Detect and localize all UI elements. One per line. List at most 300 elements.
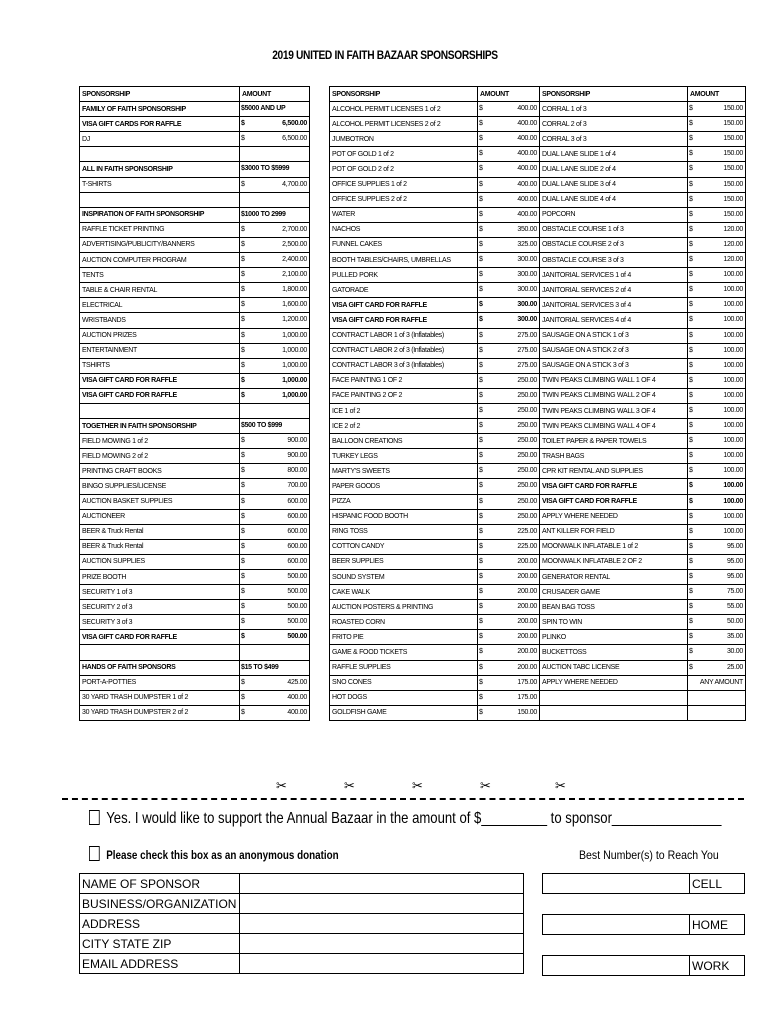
amount-value: 250.00 [517, 376, 537, 384]
table-row [540, 524, 746, 539]
amount-value: 6,500.00 [282, 120, 307, 128]
dollar-sign: $ [689, 663, 693, 671]
table-row [330, 539, 540, 554]
sponsorship-amount [478, 132, 540, 147]
sponsorship-name: VISA GIFT CARD FOR RAFFLE [80, 630, 240, 645]
table-row [80, 615, 310, 630]
table-row [330, 283, 540, 298]
amount-value: 150.00 [517, 708, 537, 716]
dollar-sign: $ [689, 286, 693, 294]
work-phone-field[interactable] [543, 956, 690, 976]
dollar-sign: $ [241, 693, 245, 701]
header-amount: AMOUNT [688, 87, 746, 102]
dollar-sign: $ [241, 225, 245, 233]
amount-value: 225.00 [517, 527, 537, 535]
amount-value: 600.00 [287, 497, 307, 505]
dollar-sign: $ [241, 346, 245, 354]
scissors-icon: ✂ [555, 778, 566, 793]
sponsorship-amount [688, 585, 746, 600]
sponsorship-amount [478, 615, 540, 630]
table-row [80, 222, 310, 237]
table-row [540, 162, 746, 177]
dollar-sign: $ [241, 316, 245, 324]
sponsorship-amount [478, 192, 540, 207]
dollar-sign: $ [479, 437, 483, 445]
sponsorship-name: COTTON CANDY [330, 539, 478, 554]
table-row [80, 102, 310, 117]
sponsorship-amount [478, 373, 540, 388]
table-row [80, 660, 310, 675]
dollar-sign: $ [689, 437, 693, 445]
sponsorship-name: FACE PAINTING 1 OF 2 [330, 373, 478, 388]
table-row [540, 253, 746, 268]
amount-value: 100.00 [723, 301, 743, 309]
sponsorship-amount [240, 268, 310, 283]
sponsorship-amount [240, 645, 310, 660]
table-row [80, 132, 310, 147]
anonymous-checkbox[interactable] [89, 846, 100, 861]
amount-value: 2,500.00 [282, 240, 307, 248]
dollar-sign: $ [241, 256, 245, 264]
amount-value: 400.00 [517, 135, 537, 143]
dollar-sign: $ [241, 678, 245, 686]
table-row [330, 222, 540, 237]
amount-value: 150.00 [723, 150, 743, 158]
dollar-sign: $ [689, 557, 693, 565]
table-row [540, 102, 746, 117]
dollar-sign: $ [241, 135, 245, 143]
dollar-sign: $ [241, 512, 245, 520]
table-row [330, 102, 540, 117]
sponsorship-name: BEAN BAG TOSS [540, 600, 688, 615]
sponsorship-amount [688, 147, 746, 162]
sponsorship-name: T-SHIRTS [80, 177, 240, 192]
table-row [80, 509, 310, 524]
amount-value: 200.00 [517, 618, 537, 626]
amount-value: 1,000.00 [282, 361, 307, 369]
scissors-icon: ✂ [480, 778, 491, 793]
table-row [80, 117, 310, 132]
dollar-sign: $ [689, 573, 693, 580]
sponsorship-name: ICE 2 of 2 [330, 419, 478, 434]
sponsor-name-field[interactable] [240, 874, 524, 894]
amount-value: 75.00 [726, 588, 743, 596]
sponsorship-amount [240, 192, 310, 207]
sponsorship-amount [240, 600, 310, 615]
table-row [540, 388, 746, 403]
table-row [80, 479, 310, 494]
home-phone-field[interactable] [543, 915, 690, 935]
sponsorship-name: JANITORIAL SERVICES 3 of 4 [540, 298, 688, 313]
sponsorship-amount [478, 343, 540, 358]
sponsorship-name: HOT DOGS [330, 690, 478, 705]
sponsorship-name: HISPANIC FOOD BOOTH [330, 509, 478, 524]
amount-value: 500.00 [287, 633, 307, 641]
sponsorship-name: BINGO SUPPLIES/LICENSE [80, 479, 240, 494]
table-row [330, 419, 540, 434]
header-amount: AMOUNT [240, 87, 310, 102]
sponsorship-name: TABLE & CHAIR RENTAL [80, 283, 240, 298]
sponsorship-amount [240, 615, 310, 630]
dollar-sign: $ [241, 331, 245, 339]
sponsorship-name: DJ [80, 132, 240, 147]
sponsorship-name: MARTY'S SWEETS [330, 464, 478, 479]
sponsorship-amount [688, 177, 746, 192]
email-field[interactable] [240, 954, 524, 974]
sponsorship-amount [240, 207, 310, 222]
amount-value: 200.00 [517, 588, 537, 596]
dollar-sign: $ [689, 240, 693, 248]
amount-value: 150.00 [723, 105, 743, 113]
dollar-sign: $ [689, 482, 693, 490]
sponsorship-name [540, 705, 688, 720]
amount-value: 200.00 [517, 603, 537, 611]
sponsorship-amount [478, 494, 540, 509]
amount-value: 300.00 [517, 301, 537, 309]
sponsorship-name: RAFFLE TICKET PRINTING [80, 222, 240, 237]
sponsorship-amount [240, 162, 310, 177]
dollar-sign: $ [689, 271, 693, 279]
dollar-sign: $ [241, 361, 245, 369]
scissors-icon: ✂ [412, 778, 423, 793]
dollar-sign: $ [479, 105, 483, 113]
dollar-sign: $ [241, 603, 245, 611]
dollar-sign: $ [241, 437, 245, 445]
sponsorship-name: SAUSAGE ON A STICK 2 of 3 [540, 343, 688, 358]
sponsorship-name: TOILET PAPER & PAPER TOWELS [540, 434, 688, 449]
table-row [540, 313, 746, 328]
table-header [330, 87, 540, 102]
sponsorship-amount [240, 570, 310, 585]
sponsorship-name: BALLOON CREATIONS [330, 434, 478, 449]
amount-value: 2,700.00 [282, 225, 307, 233]
amount-value: 175.00 [517, 693, 537, 701]
table-row [80, 434, 310, 449]
sponsorship-amount [688, 403, 746, 418]
sponsorship-amount [688, 509, 746, 524]
table-row [330, 192, 540, 207]
table-row [330, 690, 540, 705]
sponsorship-amount [688, 600, 746, 615]
amount-value: 95.00 [726, 573, 743, 580]
dollar-sign: $ [689, 135, 693, 143]
sponsorship-amount [478, 539, 540, 554]
sponsorship-amount [240, 147, 310, 162]
sponsorship-name: TWIN PEAKS CLIMBING WALL 3 OF 4 [540, 403, 688, 418]
dollar-sign: $ [241, 542, 245, 550]
table-row [330, 313, 540, 328]
business-field[interactable] [240, 894, 524, 914]
sponsorship-amount [240, 660, 310, 675]
sponsorship-name: PULLED PORK [330, 268, 478, 283]
dollar-sign: $ [479, 482, 483, 490]
sponsorship-name: GATORADE [330, 283, 478, 298]
sponsorship-name [80, 403, 240, 418]
amount-value: 400.00 [517, 180, 537, 188]
dollar-sign: $ [479, 467, 483, 475]
sponsorship-name [80, 645, 240, 660]
dollar-sign: $ [479, 512, 483, 520]
table-row [330, 630, 540, 645]
table-row [540, 645, 746, 660]
dollar-sign: $ [689, 542, 693, 550]
amount-value: 1,800.00 [282, 286, 307, 294]
sponsorship-name: AUCTIONEER [80, 509, 240, 524]
dollar-sign: $ [689, 195, 693, 203]
dollar-sign: $ [479, 678, 483, 686]
sponsorship-name: FIELD MOWING 2 of 2 [80, 449, 240, 464]
table-row [540, 554, 746, 569]
anonymous-line [89, 846, 339, 862]
sponsorship-amount [478, 570, 540, 585]
dollar-sign: $ [689, 406, 693, 414]
table-row [540, 570, 746, 585]
dollar-sign: $ [241, 301, 245, 309]
sponsorship-amount [688, 207, 746, 222]
sponsorship-name: APPLY WHERE NEEDED [540, 509, 688, 524]
table-row [540, 690, 746, 705]
pledge-checkbox[interactable] [89, 810, 100, 825]
sponsorship-amount [240, 690, 310, 705]
sponsorship-amount [688, 132, 746, 147]
sponsorship-amount [240, 630, 310, 645]
table-row [80, 554, 310, 569]
sponsorship-name: PIZZA [330, 494, 478, 509]
dollar-sign: $ [241, 467, 245, 475]
phone-label: WORK [690, 956, 745, 976]
header-sponsorship: SPONSORSHIP [80, 87, 240, 102]
amount-value: 100.00 [723, 497, 743, 505]
amount-value: 1,000.00 [282, 346, 307, 354]
sponsorship-amount [240, 237, 310, 252]
dollar-sign: $ [479, 708, 483, 716]
sponsorship-amount [240, 585, 310, 600]
amount-value: 250.00 [517, 406, 537, 414]
amount-value: 100.00 [723, 391, 743, 399]
phone-label: HOME [690, 915, 745, 935]
dollar-sign: $ [479, 391, 483, 399]
sponsorship-amount [240, 494, 310, 509]
table-row [330, 570, 540, 585]
sponsorship-amount [240, 524, 310, 539]
amount-value: 400.00 [517, 195, 537, 203]
sponsorship-amount [240, 479, 310, 494]
sponsorship-amount [478, 554, 540, 569]
table-row [330, 645, 540, 660]
form-label: BUSINESS/ORGANIZATION [80, 894, 240, 914]
sponsorship-amount [478, 147, 540, 162]
sponsorship-amount [240, 298, 310, 313]
sponsorship-amount [478, 283, 540, 298]
table-row [540, 177, 746, 192]
dollar-sign: $ [689, 256, 693, 264]
dollar-sign: $ [479, 497, 483, 505]
dollar-sign: $ [689, 497, 693, 505]
dollar-sign: $ [689, 422, 693, 430]
address-field[interactable] [240, 914, 524, 934]
amount-value: 100.00 [723, 452, 743, 460]
table-row [540, 630, 746, 645]
sponsorship-name: BEER SUPPLIES [330, 554, 478, 569]
sponsorship-amount [240, 102, 310, 117]
amount-value: 250.00 [517, 437, 537, 445]
dollar-sign: $ [241, 633, 245, 641]
amount-value: 100.00 [723, 361, 743, 369]
dollar-sign: $ [241, 588, 245, 596]
table-row [330, 343, 540, 358]
sponsorship-amount [688, 615, 746, 630]
table-row [80, 388, 310, 403]
sponsorship-amount [478, 600, 540, 615]
table-row [330, 675, 540, 690]
dollar-sign: $ [689, 467, 693, 475]
pledge-text: Yes. I would like to support the Annual Bazaar in the amount of $_________ to sponsor_______________ [106, 810, 722, 827]
dollar-sign: $ [689, 452, 693, 460]
cell-phone-row [542, 873, 745, 894]
amount-value: 100.00 [723, 512, 743, 520]
dollar-sign: $ [479, 331, 483, 339]
amount-value: 120.00 [723, 256, 743, 264]
table-row [80, 343, 310, 358]
amount-value: 400.00 [287, 708, 307, 716]
sponsorship-name: BUCKETTOSS [540, 645, 688, 660]
amount-value: $15 TO $499 [241, 663, 279, 671]
amount-value: 250.00 [517, 452, 537, 460]
sponsorship-amount [688, 343, 746, 358]
amount-value: 50.00 [726, 618, 743, 626]
dollar-sign: $ [689, 150, 693, 158]
amount-value: 500.00 [287, 618, 307, 626]
table-row [80, 358, 310, 373]
amount-value: 500.00 [287, 588, 307, 596]
amount-value: 100.00 [723, 376, 743, 384]
table-row [80, 524, 310, 539]
amount-value: 600.00 [287, 512, 307, 520]
sponsorship-amount [478, 177, 540, 192]
sponsorship-name: JANITORIAL SERVICES 1 of 4 [540, 268, 688, 283]
table-row [540, 147, 746, 162]
sponsorship-amount [478, 449, 540, 464]
amount-value: 1,200.00 [282, 316, 307, 324]
table-row [80, 494, 310, 509]
sponsorship-amount [478, 313, 540, 328]
table-row [80, 449, 310, 464]
sponsorship-amount [688, 690, 746, 705]
sponsorship-name: GENERATOR RENTAL [540, 570, 688, 585]
sponsorship-name: TOGETHER IN FAITH SPONSORSHIP [80, 419, 240, 434]
sponsorship-amount [688, 222, 746, 237]
sponsorship-amount [688, 162, 746, 177]
sponsorship-name: MOONWALK INFLATABLE 2 OF 2 [540, 554, 688, 569]
cell-phone-field[interactable] [543, 874, 690, 894]
dollar-sign: $ [689, 316, 693, 324]
dollar-sign: $ [479, 256, 483, 264]
dollar-sign: $ [689, 361, 693, 369]
dollar-sign: $ [479, 120, 483, 128]
dollar-sign: $ [689, 346, 693, 354]
table-row [330, 298, 540, 313]
amount-value: 150.00 [723, 210, 743, 218]
dollar-sign: $ [241, 527, 245, 535]
dollar-sign: $ [689, 512, 693, 520]
sponsorship-name: WATER [330, 207, 478, 222]
sponsorship-amount [478, 509, 540, 524]
sponsorship-name: CRUSADER GAME [540, 585, 688, 600]
sponsorship-amount [688, 449, 746, 464]
sponsorship-name: WRISTBANDS [80, 313, 240, 328]
amount-value: 325.00 [517, 240, 537, 248]
dollar-sign: $ [689, 105, 693, 113]
dollar-sign: $ [479, 346, 483, 354]
amount-value: 120.00 [723, 240, 743, 248]
dollar-sign: $ [689, 376, 693, 384]
dollar-sign: $ [479, 165, 483, 173]
dollar-sign: $ [479, 150, 483, 158]
sponsorship-amount [478, 268, 540, 283]
table-row [80, 419, 310, 434]
table-row [80, 268, 310, 283]
sponsorship-amount [240, 419, 310, 434]
sponsorship-amount [688, 554, 746, 569]
amount-value: 300.00 [517, 256, 537, 264]
sponsorship-amount [688, 630, 746, 645]
anonymous-text: Please check this box as an anonymous donation [106, 848, 339, 862]
table-row [540, 358, 746, 373]
sponsorship-name: FUNNEL CAKES [330, 237, 478, 252]
sponsorship-name: SAUSAGE ON A STICK 1 of 3 [540, 328, 688, 343]
sponsorship-name: RING TOSS [330, 524, 478, 539]
dollar-sign: $ [241, 120, 245, 128]
amount-value: 200.00 [517, 633, 537, 641]
sponsorship-name: PRINTING CRAFT BOOKS [80, 464, 240, 479]
table-row [330, 524, 540, 539]
table-row [330, 449, 540, 464]
amount-value: 350.00 [517, 225, 537, 233]
sponsorship-amount [240, 358, 310, 373]
amount-value: 2,400.00 [282, 256, 307, 264]
dollar-sign: $ [479, 452, 483, 460]
amount-value: 900.00 [287, 452, 307, 460]
sponsorship-name [80, 192, 240, 207]
sponsorship-amount [688, 192, 746, 207]
amount-value: 275.00 [517, 361, 537, 369]
dollar-sign: $ [241, 452, 245, 460]
dollar-sign: $ [479, 210, 483, 218]
sponsorship-name: OBSTACLE COURSE 3 of 3 [540, 253, 688, 268]
table-row [540, 479, 746, 494]
sponsorship-name: FIELD MOWING 1 of 2 [80, 434, 240, 449]
amount-value: 275.00 [517, 346, 537, 354]
amount-value: 30.00 [726, 648, 743, 656]
table-row [80, 162, 310, 177]
city-state-zip-field[interactable] [240, 934, 524, 954]
table-row [540, 237, 746, 252]
amount-value: 120.00 [723, 225, 743, 233]
dollar-sign: $ [689, 527, 693, 535]
table-row [540, 585, 746, 600]
sponsorship-name: AUCTION SUPPLIES [80, 554, 240, 569]
dollar-sign: $ [479, 135, 483, 143]
sponsorship-amount [240, 177, 310, 192]
dollar-sign: $ [241, 391, 245, 399]
sponsorship-name: PAPER GOODS [330, 479, 478, 494]
amount-value: 100.00 [723, 271, 743, 279]
table-row [80, 675, 310, 690]
sponsorship-amount [688, 524, 746, 539]
sponsorship-amount [240, 343, 310, 358]
sponsorship-name: OBSTACLE COURSE 1 of 3 [540, 222, 688, 237]
sponsorship-amount [240, 283, 310, 298]
